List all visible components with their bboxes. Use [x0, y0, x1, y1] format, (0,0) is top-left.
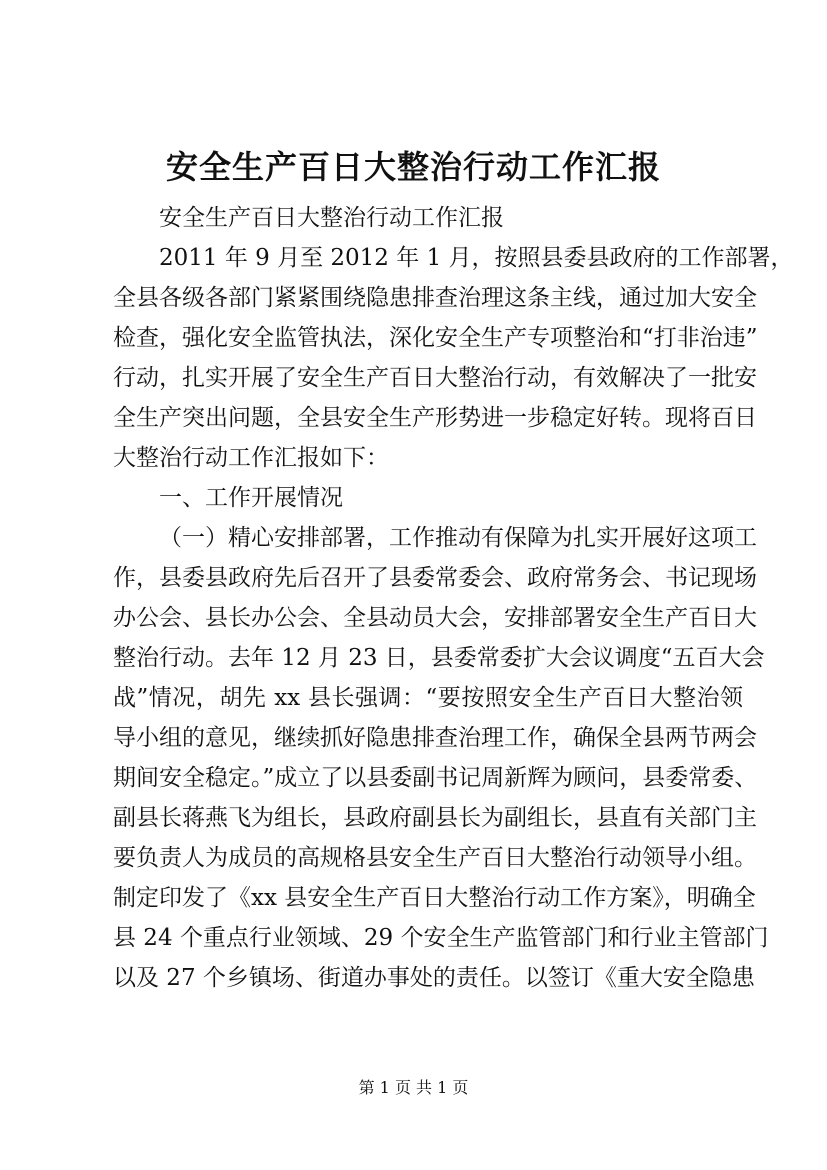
document-body	[113, 198, 794, 998]
body-line: 以及 27 个乡镇场、街道办事处的责任。以签订《重大安全隐患	[113, 965, 755, 991]
body-line: 县 24 个重点行业领域、29 个安全生产监管部门和行业主管部门	[113, 925, 769, 951]
body-line: 2011 年 9 月至 2012 年 1 月，按照县委县政府的工作部署，	[159, 245, 794, 271]
body-line: 整治行动。去年 12 月 23 日，县委常委扩大会议调度“五百大会	[113, 645, 765, 671]
body-line: 办公会、县长办公会、全县动员大会，安排部署安全生产百日大	[113, 605, 757, 631]
body-line: 导小组的意见，继续抓好隐患排查治理工作，确保全县两节两会	[113, 725, 757, 751]
body-line: （一）精心安排部署，工作推动有保障为扎实开展好这项工	[159, 525, 757, 551]
document-title: 安全生产百日大整治行动工作汇报	[165, 148, 661, 186]
section-heading: 一、工作开展情况	[159, 485, 343, 511]
body-line: 全生产突出问题，全县安全生产形势进一步稳定好转。现将百日	[113, 405, 757, 431]
body-line: 副县长蒋燕飞为组长，县政府副县长为副组长，县直有关部门主	[113, 805, 757, 831]
body-line: 期间安全稳定。”成立了以县委副书记周新辉为顾问，县委常委、	[113, 765, 758, 791]
body-line: 大整治行动工作汇报如下：	[113, 445, 389, 471]
body-line: 要负责人为成员的高规格县安全生产百日大整治行动领导小组。	[113, 845, 757, 871]
body-line-subtitle: 安全生产百日大整治行动工作汇报	[159, 205, 504, 231]
body-line: 战”情况，胡先 xx 县长强调：“要按照安全生产百日大整治领	[113, 685, 743, 711]
body-line: 全县各级各部门紧紧围绕隐患排查治理这条主线，通过加大安全	[113, 285, 757, 311]
body-line: 检查，强化安全监管执法，深化安全生产专项整治和“打非治违”	[113, 325, 758, 351]
body-line: 制定印发了《xx 县安全生产百日大整治行动工作方案》，明确全	[113, 885, 756, 911]
body-line: 行动，扎实开展了安全生产百日大整治行动，有效解决了一批安	[113, 365, 757, 391]
page-footer: 第 1 页 共 1 页	[358, 1078, 469, 1097]
body-line: 作，县委县政府先后召开了县委常委会、政府常务会、书记现场	[113, 565, 757, 591]
